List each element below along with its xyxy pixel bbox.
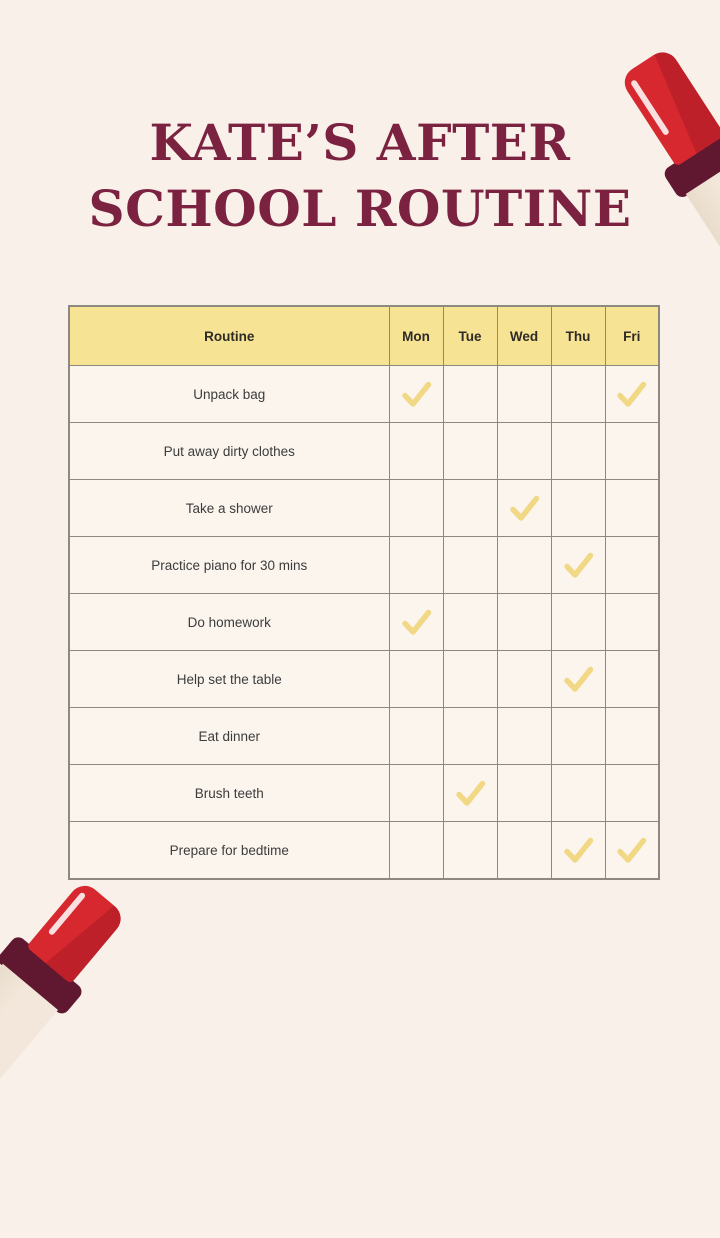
table-row — [69, 366, 659, 423]
check-cell-empty — [497, 366, 551, 423]
check-cell-empty — [551, 480, 605, 537]
check-cell-empty — [389, 423, 443, 480]
table-row — [69, 651, 659, 708]
checkmark-icon — [454, 779, 487, 808]
check-cell-checked — [497, 480, 551, 537]
check-cell-empty — [605, 480, 659, 537]
table-row — [69, 480, 659, 537]
check-cell-empty — [389, 651, 443, 708]
check-cell-empty — [605, 594, 659, 651]
check-cell-checked — [551, 537, 605, 594]
check-cell-empty — [605, 651, 659, 708]
checkmark-icon — [615, 380, 648, 409]
header-routine: Routine — [69, 306, 389, 366]
check-cell-empty — [443, 537, 497, 594]
title-line-2: SCHOOL ROUTINE — [88, 179, 632, 238]
check-cell-empty — [443, 651, 497, 708]
checkmark-icon — [615, 836, 648, 865]
check-cell-empty — [551, 366, 605, 423]
checkmark-icon — [562, 665, 595, 694]
check-cell-empty — [497, 708, 551, 765]
check-cell-empty — [443, 480, 497, 537]
check-cell-empty — [389, 708, 443, 765]
checkmark-icon — [400, 380, 433, 409]
header-day-fri: Fri — [605, 306, 659, 366]
routine-label: Eat dinner — [69, 708, 389, 765]
check-cell-checked — [551, 651, 605, 708]
check-cell-empty — [497, 765, 551, 822]
check-cell-checked — [389, 594, 443, 651]
check-cell-empty — [551, 423, 605, 480]
routine-label: Practice piano for 30 mins — [69, 537, 389, 594]
checkmark-icon — [562, 836, 595, 865]
check-cell-empty — [605, 765, 659, 822]
table-row — [69, 708, 659, 765]
check-cell-checked — [551, 822, 605, 880]
check-cell-empty — [443, 594, 497, 651]
check-cell-empty — [389, 822, 443, 880]
page-title — [0, 110, 720, 242]
check-cell-checked — [605, 822, 659, 880]
table-row — [69, 765, 659, 822]
header-day-wed: Wed — [497, 306, 551, 366]
table-row — [69, 822, 659, 880]
lipstick-icon-bottom-left — [0, 869, 139, 1238]
routine-label: Help set the table — [69, 651, 389, 708]
check-cell-empty — [443, 366, 497, 423]
check-cell-empty — [551, 765, 605, 822]
check-cell-empty — [389, 765, 443, 822]
check-cell-empty — [605, 708, 659, 765]
title-line-1: KATE’S AFTER — [149, 113, 571, 172]
check-cell-empty — [443, 822, 497, 880]
routine-label: Brush teeth — [69, 765, 389, 822]
check-cell-empty — [551, 708, 605, 765]
routine-label: Take a shower — [69, 480, 389, 537]
check-cell-empty — [389, 537, 443, 594]
check-cell-empty — [551, 594, 605, 651]
check-cell-empty — [389, 480, 443, 537]
check-cell-checked — [605, 366, 659, 423]
check-cell-empty — [497, 537, 551, 594]
check-cell-empty — [443, 708, 497, 765]
table-body — [69, 366, 659, 880]
table-header-row — [69, 306, 659, 366]
check-cell-empty — [443, 423, 497, 480]
table-row — [69, 537, 659, 594]
checkmark-icon — [562, 551, 595, 580]
header-day-mon: Mon — [389, 306, 443, 366]
routine-table — [68, 305, 660, 880]
header-day-tue: Tue — [443, 306, 497, 366]
check-cell-empty — [497, 594, 551, 651]
check-cell-empty — [605, 423, 659, 480]
table-row — [69, 594, 659, 651]
lipstick-body — [0, 964, 58, 1232]
check-cell-empty — [497, 423, 551, 480]
check-cell-empty — [497, 651, 551, 708]
routine-label: Do homework — [69, 594, 389, 651]
routine-label: Put away dirty clothes — [69, 423, 389, 480]
check-cell-checked — [389, 366, 443, 423]
checkmark-icon — [400, 608, 433, 637]
routine-label: Prepare for bedtime — [69, 822, 389, 880]
header-day-thu: Thu — [551, 306, 605, 366]
checkmark-icon — [508, 494, 541, 523]
lipstick-highlight — [48, 892, 87, 936]
table-row — [69, 423, 659, 480]
check-cell-empty — [497, 822, 551, 880]
check-cell-checked — [443, 765, 497, 822]
check-cell-empty — [605, 537, 659, 594]
routine-label: Unpack bag — [69, 366, 389, 423]
